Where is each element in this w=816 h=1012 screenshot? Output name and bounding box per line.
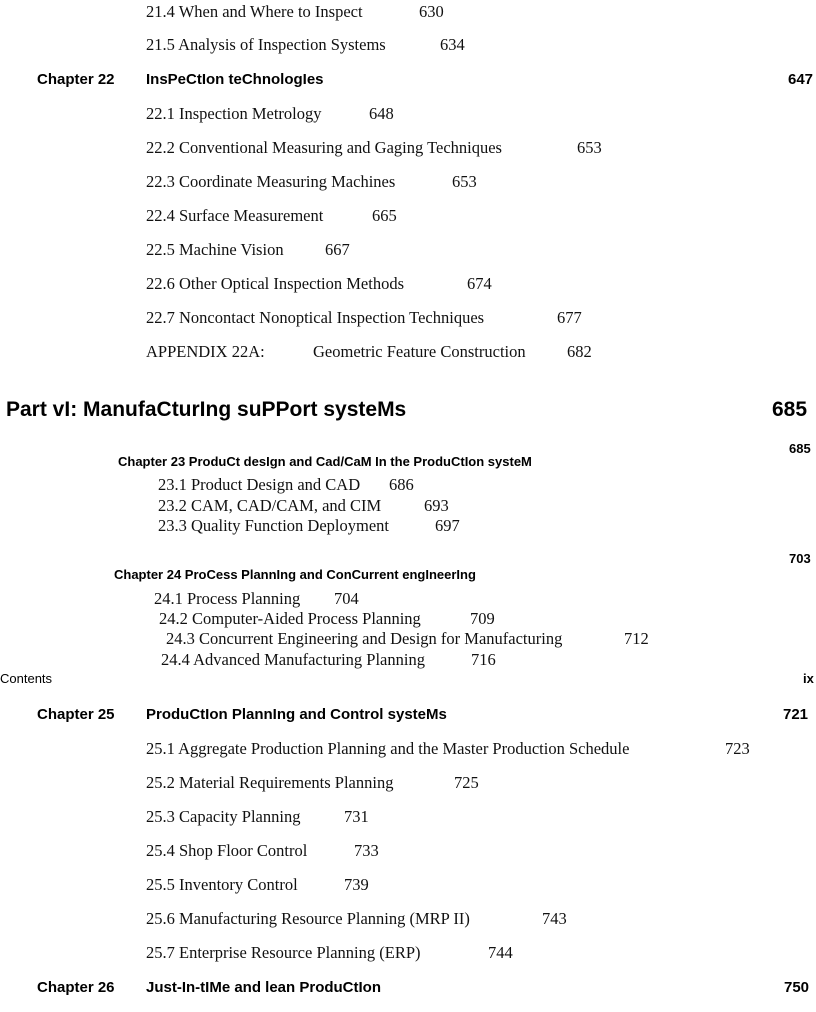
toc-appendix-22a-title: Geometric Feature Construction	[313, 342, 526, 361]
chapter-25-page: 721	[783, 706, 809, 723]
toc-page-24-4: 716	[471, 650, 496, 669]
chapter-22-label: Chapter 22	[37, 71, 115, 88]
toc-section-22-4: 22.4 Surface Measurement	[146, 206, 324, 225]
toc-section-25-3: 25.3 Capacity Planning	[146, 807, 301, 826]
toc-section-22-6: 22.6 Other Optical Inspection Methods	[146, 274, 404, 293]
toc-page-25-3: 731	[344, 807, 369, 826]
toc-page-25-6: 743	[542, 909, 567, 928]
toc-section-22-7: 22.7 Noncontact Nonoptical Inspection Techniques	[146, 308, 485, 327]
toc-page-23-1: 686	[389, 475, 414, 494]
toc-page-23-3: 697	[435, 516, 460, 535]
toc-section-21-5: 21.5 Analysis of Inspection Systems	[146, 35, 386, 54]
toc-page-22-7: 677	[557, 308, 582, 327]
toc-section-25-5: 25.5 Inventory Control	[146, 875, 298, 894]
toc-appendix-22a-page: 682	[567, 342, 592, 361]
toc-section-25-7: 25.7 Enterprise Resource Planning (ERP)	[146, 943, 421, 962]
toc-section-23-2: 23.2 CAM, CAD/CAM, and CIM	[158, 496, 382, 515]
chapter-23-title: Chapter 23 ProduCt desIgn and Cad/CaM In the ProduCtIon systeM	[118, 454, 532, 469]
toc-section-25-6: 25.6 Manufacturing Resource Planning (MRP II)	[146, 909, 470, 928]
toc-page-24-1: 704	[334, 589, 359, 608]
toc-section-24-3: 24.3 Concurrent Engineering and Design for Manufacturing	[166, 629, 563, 648]
toc-page-22-4: 665	[372, 206, 397, 225]
chapter-24-page: 703	[789, 551, 811, 566]
part-6-title: Part vI: ManufaCturIng suPPort systeMs	[6, 398, 407, 421]
toc-page-23-2: 693	[424, 496, 449, 515]
toc-page-22-3: 653	[452, 172, 477, 191]
chapter-26-label: Chapter 26	[37, 979, 115, 996]
toc-section-22-5: 22.5 Machine Vision	[146, 240, 284, 259]
running-header-left: Contents	[0, 671, 53, 686]
chapter-24-title: Chapter 24 ProCess PlannIng and ConCurrent engIneerIng	[114, 567, 476, 582]
toc-section-24-4: 24.4 Advanced Manufacturing Planning	[161, 650, 425, 669]
toc-section-25-2: 25.2 Material Requirements Planning	[146, 773, 394, 792]
toc-section-22-2: 22.2 Conventional Measuring and Gaging Techniques	[146, 138, 502, 157]
toc-section-25-4: 25.4 Shop Floor Control	[146, 841, 308, 860]
toc-appendix-22a-label: APPENDIX 22A:	[146, 342, 265, 361]
toc-page-21-5: 634	[440, 35, 465, 54]
toc-page-24-2: 709	[470, 609, 495, 628]
toc-page-22-2: 653	[577, 138, 602, 157]
toc-section-21-4: 21.4 When and Where to Inspect	[146, 2, 363, 21]
chapter-22-title: InsPeCtIon teChnologIes	[146, 71, 324, 88]
toc-page-21-4: 630	[419, 2, 444, 21]
chapter-23-page: 685	[789, 441, 811, 456]
chapter-25-label: Chapter 25	[37, 706, 115, 723]
toc-page-25-7: 744	[488, 943, 513, 962]
toc-page-22-6: 674	[467, 274, 492, 293]
toc-page-25-2: 725	[454, 773, 479, 792]
chapter-26-page: 750	[784, 979, 810, 996]
toc-section-23-1: 23.1 Product Design and CAD	[158, 475, 361, 494]
toc-page-25-5: 739	[344, 875, 369, 894]
toc-section-23-3: 23.3 Quality Function Deployment	[158, 516, 389, 535]
toc-page-25-4: 733	[354, 841, 379, 860]
toc-section-25-1: 25.1 Aggregate Production Planning and the Master Production Schedule	[146, 739, 630, 758]
chapter-22-page: 647	[788, 71, 814, 88]
part-6-page: 685	[772, 398, 808, 421]
chapter-25-title: ProduCtIon PlannIng and Control systeMs	[146, 706, 447, 723]
toc-section-24-1: 24.1 Process Planning	[154, 589, 301, 608]
toc-page-24-3: 712	[624, 629, 649, 648]
toc-section-22-3: 22.3 Coordinate Measuring Machines	[146, 172, 396, 191]
chapter-26-title: Just-In-tIMe and lean ProduCtIon	[146, 979, 381, 996]
toc-section-22-1: 22.1 Inspection Metrology	[146, 104, 322, 123]
toc-section-24-2: 24.2 Computer-Aided Process Planning	[159, 609, 421, 628]
running-header-page: ix	[803, 671, 814, 686]
toc-page-22-1: 648	[369, 104, 394, 123]
toc-page-22-5: 667	[325, 240, 350, 259]
toc-page-25-1: 723	[725, 739, 750, 758]
